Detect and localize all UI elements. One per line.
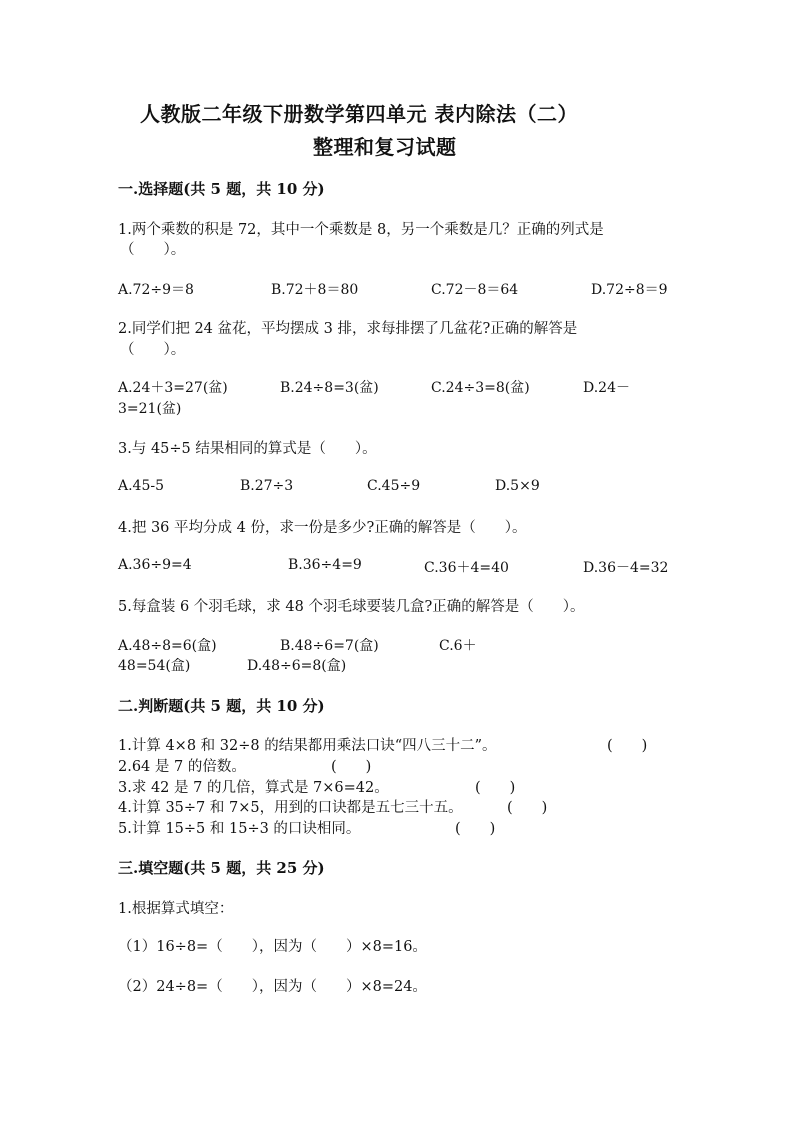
question-5-option-c: C.6＋: [439, 638, 477, 654]
question-1-option-b: B.72＋8＝80: [271, 282, 359, 298]
question-3-stem: 3.与 45÷5 结果相同的算式是（ ）。: [118, 441, 377, 457]
question-4-option-a: A.36÷9=4: [118, 557, 192, 573]
question-1-stem: 1.两个乘数的积是 72，其中一个乘数是 8，另一个乘数是几？正确的列式是: [118, 222, 604, 238]
page-title-line2: 整理和复习试题: [313, 135, 457, 159]
judge-item-2-blank: ( ): [331, 759, 372, 775]
question-1-option-a: A.72÷9＝8: [118, 282, 194, 298]
question-3-option-b: B.27÷3: [240, 478, 294, 494]
question-3-option-d: D.5×9: [495, 478, 540, 494]
question-2-stem: 2.同学们把 24 盆花，平均摆成 3 排，求每排摆了几盆花?正确的解答是: [118, 321, 578, 337]
question-2-stem-cont: （ ）。: [120, 342, 186, 358]
question-2-option-c: C.24÷3=8(盆): [431, 380, 530, 396]
question-4-option-c: C.36＋4=40: [424, 560, 509, 576]
section-heading-fill-in: 三.填空题(共 5 题，共 25 分): [118, 859, 325, 877]
question-2-option-d-cont: 3=21(盆): [118, 401, 182, 417]
question-5-option-d: D.48÷6=8(盒): [247, 658, 347, 674]
question-1-option-d: D.72÷8＝9: [591, 282, 668, 298]
judge-item-4: 4.计算 35÷7 和 7×5，用到的口诀都是五七三十五。: [118, 800, 463, 816]
question-5-option-a: A.48÷8=6(盒): [118, 638, 217, 654]
question-5-option-c-cont: 48=54(盒): [118, 658, 191, 674]
question-3-option-c: C.45÷9: [367, 478, 421, 494]
question-5-stem: 5.每盒装 6 个羽毛球，求 48 个羽毛球要装几盒?正确的解答是（ ）。: [118, 599, 585, 615]
page-title-line1: 人教版二年级下册数学第四单元 表内除法（二）: [140, 102, 578, 126]
judge-item-3: 3.求 42 是 7 的几倍，算式是 7×6=42。: [118, 780, 389, 796]
judge-item-1-blank: ( ): [607, 738, 648, 754]
section-heading-multiple-choice: 一.选择题(共 5 题，共 10 分): [118, 180, 325, 198]
judge-item-2: 2.64 是 7 的倍数。: [118, 759, 246, 775]
question-2-option-b: B.24÷8=3(盆): [280, 380, 379, 396]
question-2-option-a: A.24＋3=27(盆): [118, 380, 228, 396]
judge-item-3-blank: ( ): [475, 780, 516, 796]
fill-question-1-stem: 1.根据算式填空：: [118, 901, 234, 917]
fill-question-1-line-2: （2）24÷8=（ ），因为（ ）×8=24。: [118, 979, 427, 995]
question-2-option-d: D.24－: [583, 380, 630, 396]
question-3-option-a: A.45-5: [118, 478, 165, 494]
judge-item-5-blank: ( ): [455, 821, 496, 837]
question-4-stem: 4.把 36 平均分成 4 份，求一份是多少?正确的解答是（ ）。: [118, 520, 527, 536]
question-1-option-c: C.72－8＝64: [431, 282, 519, 298]
fill-question-1-line-1: （1）16÷8=（ ），因为（ ）×8=16。: [118, 939, 427, 955]
section-heading-true-false: 二.判断题(共 5 题，共 10 分): [118, 697, 325, 715]
question-5-option-b: B.48÷6=7(盒): [280, 638, 379, 654]
question-1-stem-cont: （ ）。: [120, 242, 186, 258]
judge-item-5: 5.计算 15÷5 和 15÷3 的口诀相同。: [118, 821, 361, 837]
question-4-option-b: B.36÷4=9: [288, 557, 362, 573]
question-4-option-d: D.36－4=32: [583, 560, 669, 576]
judge-item-4-blank: ( ): [507, 800, 548, 816]
judge-item-1: 1.计算 4×8 和 32÷8 的结果都用乘法口诀“四八三十二”。: [118, 738, 497, 754]
